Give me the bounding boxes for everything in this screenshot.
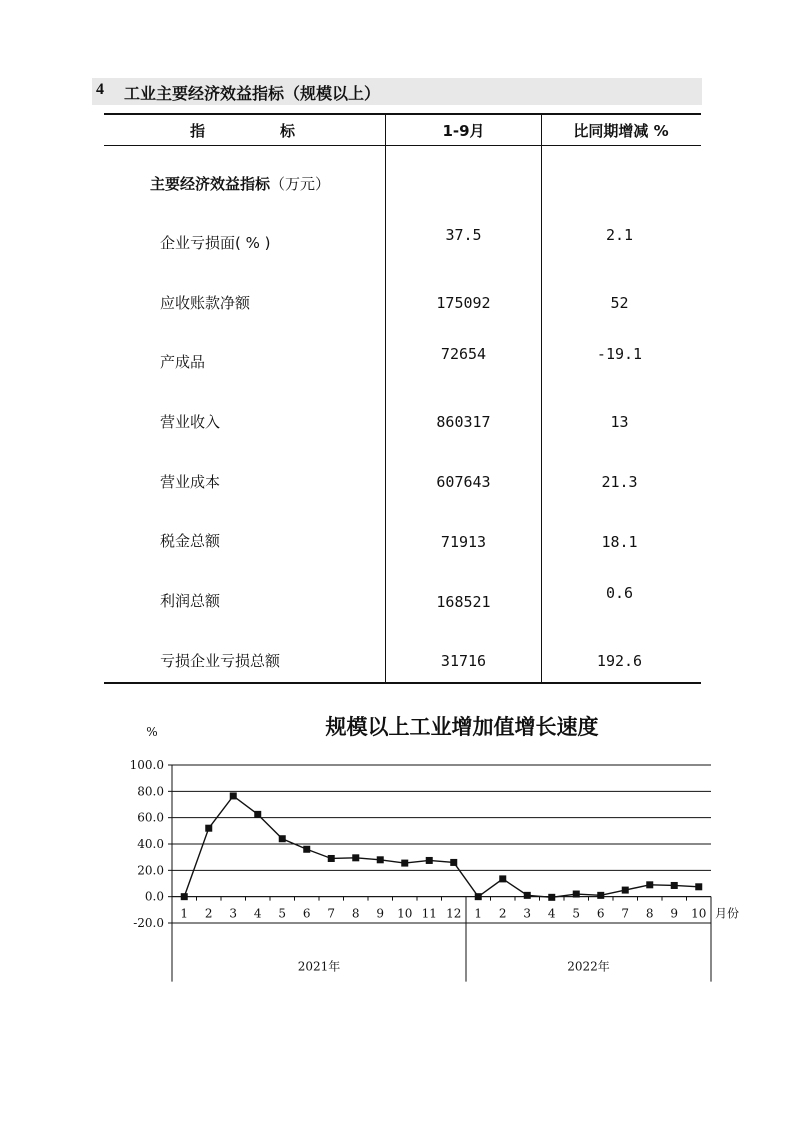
data-point xyxy=(181,893,188,900)
x-tick-label: 11 xyxy=(421,906,437,921)
x-tick-label: 7 xyxy=(621,906,630,921)
row-value: 860317 xyxy=(436,413,491,431)
x-tick-label: 1 xyxy=(180,906,189,921)
x-tick-label: 7 xyxy=(327,906,336,921)
data-point xyxy=(671,882,678,889)
group-title-text: 主要经济效益指标 xyxy=(150,175,271,193)
x-tick-label: 5 xyxy=(278,906,287,921)
data-point xyxy=(524,892,531,899)
y-tick-label: 60.0 xyxy=(137,810,164,825)
data-point xyxy=(377,856,384,863)
y-tick-label: -20.0 xyxy=(133,916,164,930)
header-period: 1-9月 xyxy=(442,122,485,140)
x-tick-label: 9 xyxy=(670,906,679,921)
row-change: 2.1 xyxy=(605,226,634,244)
x-axis-label: 月份 xyxy=(715,906,740,921)
row-value: 37.5 xyxy=(445,226,482,244)
row-change: 0.6 xyxy=(605,584,634,602)
header-indicator-char-2: 标 xyxy=(280,122,296,140)
row-value: 168521 xyxy=(436,593,491,611)
x-tick-label: 1 xyxy=(474,906,483,921)
row-change: 52 xyxy=(610,294,629,312)
data-point xyxy=(328,855,335,862)
header-change: 比同期增减 % xyxy=(573,122,669,140)
x-tick-label: 3 xyxy=(523,906,532,921)
x-tick-label: 2 xyxy=(204,906,213,921)
x-tick-label: 10 xyxy=(397,906,413,921)
row-value: 72654 xyxy=(440,345,487,363)
row-value: 607643 xyxy=(436,473,491,491)
chart-title: 规模以上工业增加值增长速度 xyxy=(325,715,599,739)
data-point xyxy=(695,883,702,890)
data-point xyxy=(230,792,237,799)
y-tick-label: 80.0 xyxy=(137,784,164,799)
row-change: 21.3 xyxy=(601,473,638,491)
y-axis-label: % xyxy=(146,725,158,739)
data-point xyxy=(450,859,457,866)
y-tick-label: 100.0 xyxy=(129,758,164,772)
row-label: 应收账款净额 xyxy=(160,294,251,312)
row-value: 31716 xyxy=(440,652,487,670)
row-label: 利润总额 xyxy=(160,592,221,610)
data-point xyxy=(548,894,555,901)
section-title: 工业主要经济效益指标（规模以上） xyxy=(124,84,381,103)
row-change: 18.1 xyxy=(601,533,638,551)
data-point xyxy=(499,875,506,882)
x-tick-label: 9 xyxy=(376,906,385,921)
x-tick-label: 4 xyxy=(547,906,556,921)
x-tick-label: 4 xyxy=(253,906,262,921)
growth-line-chart xyxy=(0,700,793,1000)
row-change: 192.6 xyxy=(596,652,643,670)
data-point xyxy=(205,825,212,832)
section-number: 4 xyxy=(96,81,104,98)
row-label: 营业收入 xyxy=(160,413,221,431)
x-tick-label: 6 xyxy=(596,906,605,921)
x-group-label: 2022年 xyxy=(567,959,610,974)
table-top-border xyxy=(104,113,701,115)
header-indicator-char-1: 指 xyxy=(190,122,206,140)
data-point xyxy=(597,892,604,899)
series-line xyxy=(184,796,699,897)
row-label: 企业亏损面( % ) xyxy=(160,234,271,252)
data-point xyxy=(254,811,261,818)
data-point xyxy=(279,835,286,842)
data-point xyxy=(426,857,433,864)
row-label: 亏损企业亏损总额 xyxy=(160,652,281,670)
row-change: -19.1 xyxy=(596,345,643,363)
table-header-divider xyxy=(104,145,701,146)
group-unit: （万元） xyxy=(270,175,331,193)
row-change: 13 xyxy=(610,413,629,431)
x-group-label: 2021年 xyxy=(297,959,341,974)
x-tick-label: 2 xyxy=(498,906,507,921)
y-tick-label: 20.0 xyxy=(137,863,164,878)
group-title xyxy=(150,173,330,194)
y-tick-label: 40.0 xyxy=(137,837,164,851)
row-value: 71913 xyxy=(440,533,487,551)
x-tick-label: 3 xyxy=(229,906,238,921)
data-point xyxy=(573,891,580,898)
x-tick-label: 10 xyxy=(691,906,707,921)
x-tick-label: 8 xyxy=(351,906,360,921)
x-tick-label: 5 xyxy=(572,906,581,921)
y-tick-label: 0.0 xyxy=(144,889,164,904)
row-label: 产成品 xyxy=(160,353,206,371)
data-point xyxy=(303,846,310,853)
x-tick-label: 12 xyxy=(446,906,462,921)
row-value: 175092 xyxy=(436,294,491,312)
row-label: 营业成本 xyxy=(160,473,221,491)
x-tick-label: 8 xyxy=(645,906,654,921)
data-point xyxy=(475,893,482,900)
data-point xyxy=(622,887,629,894)
data-point xyxy=(646,881,653,888)
row-label: 税金总额 xyxy=(160,532,221,550)
data-point xyxy=(401,860,408,867)
table-bottom-border xyxy=(104,682,701,684)
x-tick-label: 6 xyxy=(302,906,311,921)
data-point xyxy=(352,854,359,861)
